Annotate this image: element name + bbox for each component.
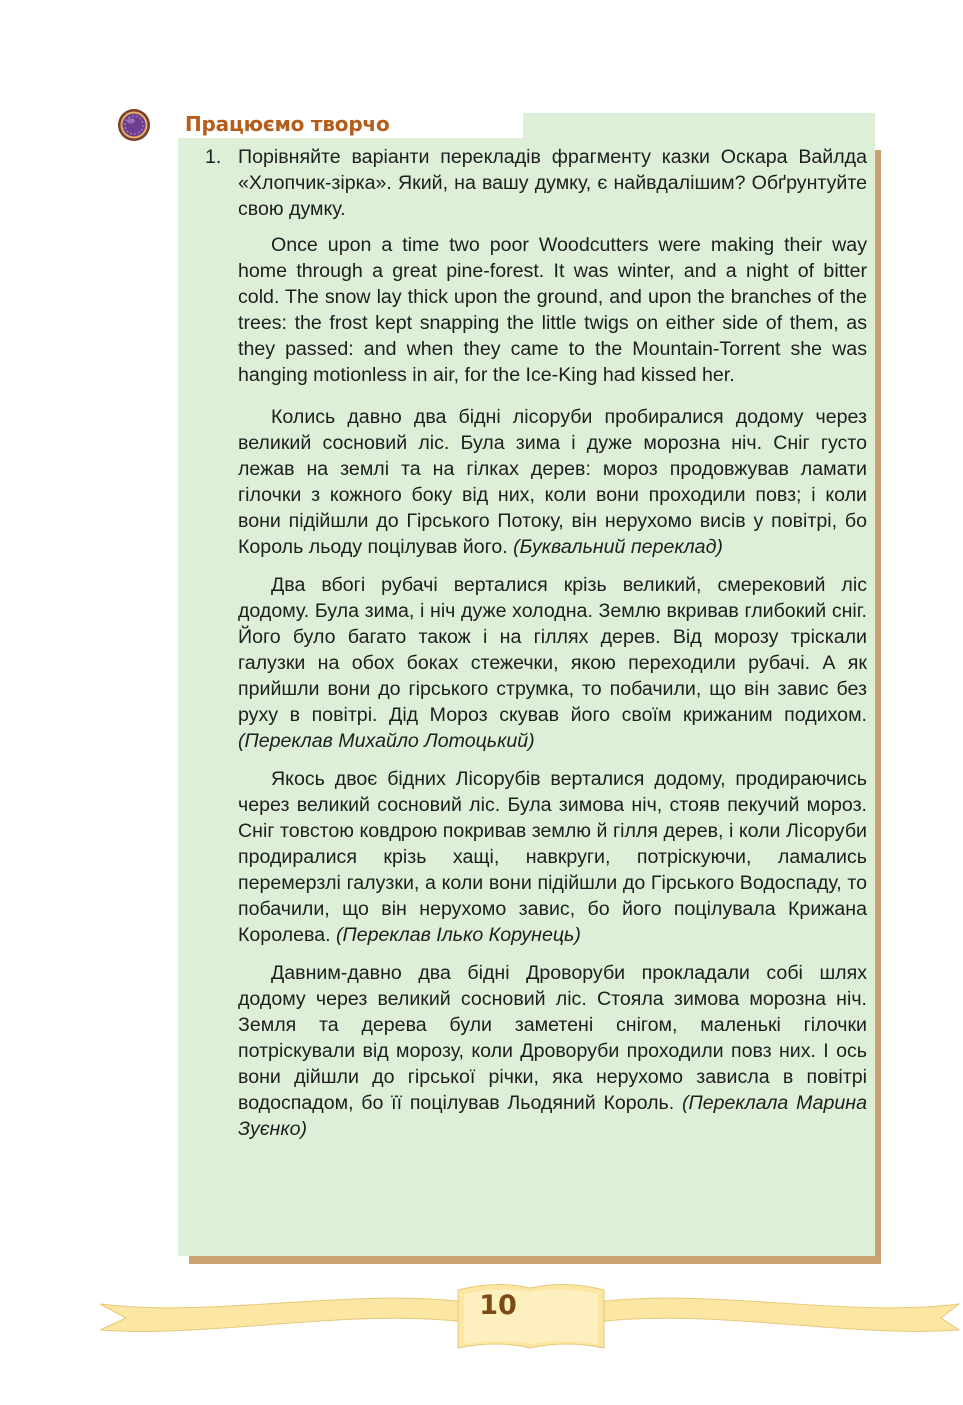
passage-text: Once upon a time two poor Woodcutters were making their way home through a great pine-forest. It was winter, and a night of bitter cold. The snow lay thick upon the ground, and upon the branches of the trees: the frost kept snapping the little twigs on either side of them, as they passed: and when they came to the Mountain-Torrent she was hanging motionless in air, for the Ice-King had kissed her. <box>238 234 867 386</box>
passage-translation <box>238 766 867 948</box>
passage-text: Колись давно два бідні лісоруби пробиралися додому через великий сосновий ліс. Була зима і дуже морозна ніч. Сніг густо лежав на землі та на гілках дерев: мороз продовжував ламати гілочки з кожного боку від них, коли вони проходили повз; і коли вони підійшли до Гірського Потоку, він нерухомо висів у повітрі, бо Король льоду поцілував його. <box>238 406 867 558</box>
passage-source: (Переклав Михайло Лотоцький) <box>238 730 535 752</box>
task-number: 1. <box>205 146 222 168</box>
task-box-tab <box>523 113 875 140</box>
passage-translation <box>238 572 867 754</box>
passage-translation <box>238 404 867 560</box>
task-content <box>205 144 867 1154</box>
passage-source: (Переклав Ілько Корунець) <box>336 924 581 946</box>
passage-source: (Буквальний переклад) <box>513 536 723 558</box>
passage-translation <box>238 960 867 1142</box>
purple-seal-icon <box>117 108 151 142</box>
passage-text: Два вбогі рубачі верталися крізь великий, смерековий ліс додому. Була зима, і ніч дуже холодна. Землю вкривав глибокий сніг. Його було багато також і на гіллях дерев. Від морозу тріскали галузки на обох боках стежечки, якою переходили рубачі. А як прийшли вони до гірського струмка, то побачили, що він завис без руху в повітрі. Дід Мороз скував його своїм крижаним подихом. <box>238 574 867 726</box>
page-number: 10 <box>479 1290 517 1321</box>
task-item <box>205 144 867 222</box>
task-text: Порівняйте варіанти перекладів фрагменту казки Оскара Вайлда «Хлопчик-зірка». Який, на вашу думку, є найвдалішим? Обґрунтуйте свою думку. <box>238 146 867 220</box>
passage-source: (Переклала Марина Зуєнко) <box>238 1092 867 1140</box>
passage-text: Якось двоє бідних Лісорубів верталися додому, продираючись через великий сосновий ліс. Була зимова ніч, стояв пекучий мороз. Сніг товстою ковдрою покривав землю й гілля дерев, і коли Лісоруби продиралися крізь хащі, навкруги, потріскуючи, ламались перемерзлі галузки, а коли вони підійшли до Гірського Водоспаду, то побачили, що він нерухомо завис, бо його поцілувала Крижана Королева. <box>238 768 867 946</box>
passage-original <box>238 232 867 388</box>
section-heading: Працюємо творчо <box>185 112 390 136</box>
passage-text: Давним-давно два бідні Дроворуби прокладали собі шлях додому через великий сосновий ліс. Стояла зимова морозна ніч. Земля та дерева були заметені снігом, маленькі гілочки потріскували від морозу, коли Дроворуби проходили повз них. І ось вони дійшли до гірської річки, яка нерухомо зависла в повітрі водоспадом, бо її поцілував Льодяний Король. <box>238 962 867 1114</box>
